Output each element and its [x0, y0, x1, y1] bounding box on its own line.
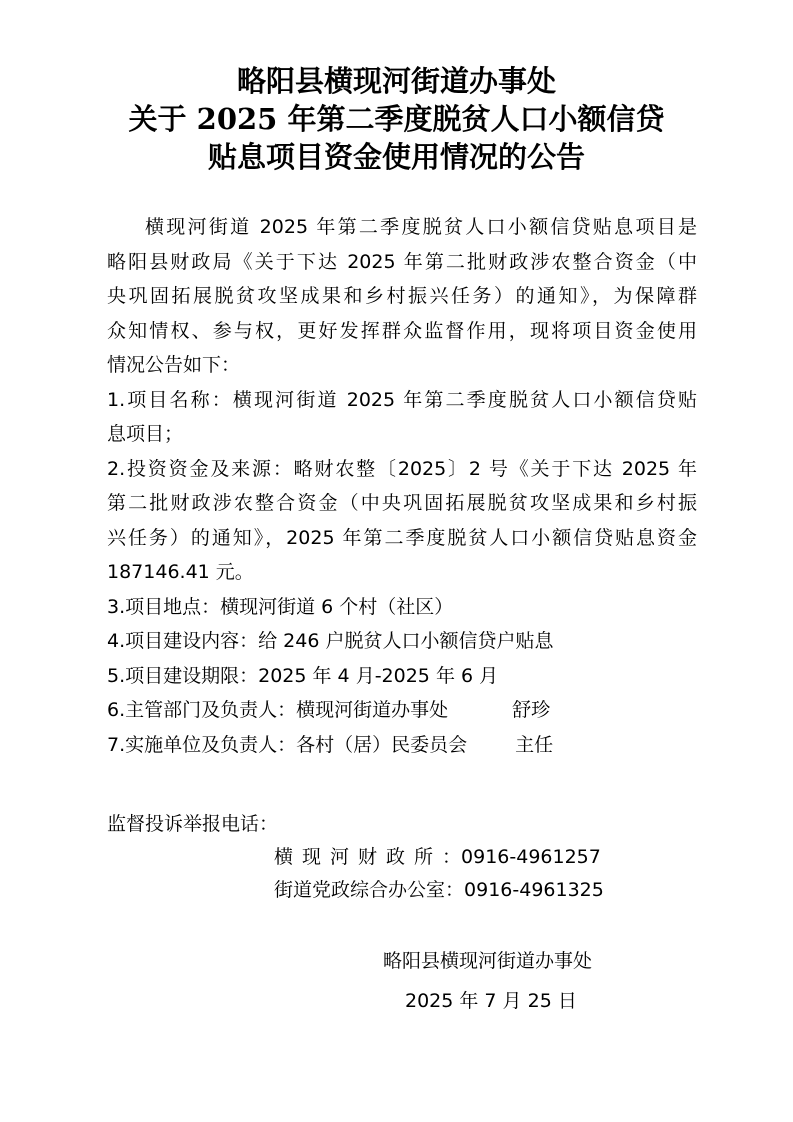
- contact-finance: [107, 841, 604, 874]
- item-2-line-2: 第二批财政涉农整合资金（中央巩固拓展脱贫攻坚成果和乡村振: [107, 492, 697, 514]
- item-7-label: 7.实施单位及负责人：各村（居）民委员会: [107, 733, 468, 756]
- document-title: [0, 62, 793, 176]
- item-4: 4.项目建设内容：给 246 户脱贫人口小额信贷户贴息: [107, 630, 554, 652]
- item-6: [107, 693, 697, 728]
- item-7-person: 主任: [515, 733, 554, 756]
- contacts-section: [107, 808, 604, 907]
- contact-finance-label: 横现河财政所: [274, 846, 443, 868]
- contacts-heading: 监督投诉举报电话：: [107, 813, 279, 835]
- contact-office-label: 街道党政综合办公室: [274, 879, 446, 901]
- intro-line-3: 央巩固拓展脱贫攻坚成果和乡村振兴任务）的通知》，为保障群: [107, 285, 697, 307]
- signature-org: 略阳县横现河街道办事处: [383, 950, 593, 972]
- title-line-3: 贴息项目资金使用情况的公告: [207, 140, 585, 174]
- item-1-line-2: 息项目；: [107, 423, 184, 445]
- contact-office-phone: ：0916-4961325: [445, 879, 604, 901]
- contact-office: [107, 874, 604, 907]
- item-1-line-1: 1.项目名称：横现河街道 2025 年第二季度脱贫人口小额信贷贴: [107, 388, 697, 411]
- item-3: 3.项目地点：横现河街道 6 个村（社区）: [107, 595, 454, 618]
- item-7: [107, 728, 697, 763]
- contact-finance-phone: ：0916-4961257: [442, 846, 601, 868]
- item-2-line-4: 187146.41 元。: [107, 561, 254, 583]
- title-line-2: 关于 2025 年第二季度脱贫人口小额信贷: [128, 102, 665, 136]
- signature-date: 2025 年 7 月 25 日: [405, 990, 577, 1012]
- intro-line-5: 情况公告如下：: [107, 354, 241, 376]
- item-2-line-3: 兴任务）的通知》，2025 年第二季度脱贫人口小额信贷贴息资金: [107, 526, 697, 549]
- intro-line-1: 横现河街道 2025 年第二季度脱贫人口小额信贷贴息项目是: [145, 216, 697, 238]
- intro-line-2: 略阳县财政局《关于下达 2025 年第二批财政涉农整合资金（中: [107, 250, 697, 273]
- document-body: [107, 210, 697, 762]
- title-line-1: 略阳县横现河街道办事处: [236, 64, 556, 98]
- item-2-line-1: 2.投资资金及来源：略财农整〔2025〕2 号《关于下达 2025 年: [107, 457, 697, 480]
- item-6-label: 6.主管部门及负责人：横现河街道办事处: [107, 699, 449, 721]
- intro-line-4: 众知情权、参与权，更好发挥群众监督作用，现将项目资金使用: [107, 319, 697, 342]
- item-6-person: 舒珍: [512, 699, 551, 721]
- item-5: 5.项目建设期限：2025 年 4 月-2025 年 6 月: [107, 664, 499, 687]
